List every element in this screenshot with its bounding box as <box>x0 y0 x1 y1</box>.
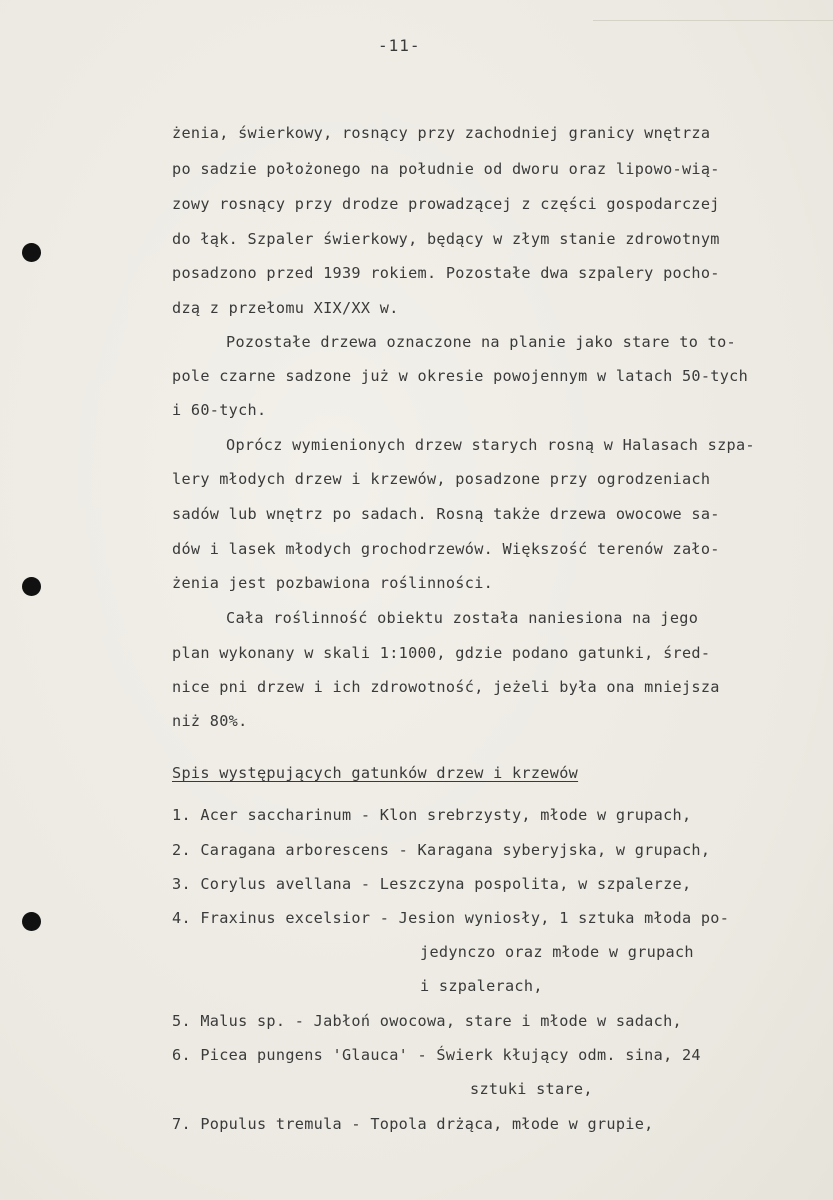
paragraph-3-line: żenia jest pozbawiona roślinności. <box>172 574 494 592</box>
species-list-item: 6. Picea pungens 'Glauca' - Świerk kłujący odm. sina, 24 <box>172 1046 701 1064</box>
paragraph-1-line: po sadzie położonego na południe od dworu oraz lipowo-wią- <box>172 160 720 178</box>
species-list-item-continuation: sztuki stare, <box>470 1080 593 1098</box>
paragraph-1-line: do łąk. Szpaler świerkowy, będący w złym stanie zdrowotnym <box>172 230 720 248</box>
paragraph-4-line: niż 80%. <box>172 712 248 730</box>
species-list-item: 1. Acer saccharinum - Klon srebrzysty, młode w grupach, <box>172 806 692 824</box>
paragraph-3-line: sadów lub wnętrz po sadach. Rosną także drzewa owocowe sa- <box>172 505 720 523</box>
species-list-item-continuation: jedynczo oraz młode w grupach <box>420 943 694 961</box>
paragraph-1-line: zowy rosnący przy drodze prowadzącej z części gospodarczej <box>172 195 720 213</box>
paragraph-2-line: pole czarne sadzone już w okresie powojennym w latach 50-tych <box>172 367 749 385</box>
species-list-heading: Spis występujących gatunków drzew i krzewów <box>172 764 579 782</box>
species-list-item-continuation: i szpalerach, <box>420 977 543 995</box>
paragraph-4-line: Cała roślinność obiektu została naniesiona na jego <box>226 609 699 627</box>
paragraph-1-line: żenia, świerkowy, rosnący przy zachodniej granicy wnętrza <box>172 124 711 142</box>
paragraph-3-line: lery młodych drzew i krzewów, posadzone przy ogrodzeniach <box>172 470 711 488</box>
punch-hole-icon <box>22 243 41 262</box>
species-list-item: 3. Corylus avellana - Leszczyna pospolita, w szpalerze, <box>172 875 692 893</box>
species-list-item: 2. Caragana arborescens - Karagana syberyjska, w grupach, <box>172 841 711 859</box>
page-number: -11- <box>378 36 421 55</box>
punch-hole-icon <box>22 577 41 596</box>
paragraph-2-line: Pozostałe drzewa oznaczone na planie jako stare to to- <box>226 333 736 351</box>
paragraph-1-line: posadzono przed 1939 rokiem. Pozostałe dwa szpalery pocho- <box>172 264 720 282</box>
paragraph-2-line: i 60-tych. <box>172 401 267 419</box>
paragraph-3-line: dów i lasek młodych grochodrzewów. Większość terenów zało- <box>172 540 720 558</box>
paragraph-4-line: nice pni drzew i ich zdrowotność, jeżeli była ona mniejsza <box>172 678 720 696</box>
paragraph-3-line: Oprócz wymienionych drzew starych rosną w Halasach szpa- <box>226 436 755 454</box>
species-list-item: 5. Malus sp. - Jabłoń owocowa, stare i młode w sadach, <box>172 1012 682 1030</box>
species-list-item: 7. Populus tremula - Topola drżąca, młode w grupie, <box>172 1115 654 1133</box>
paragraph-4-line: plan wykonany w skali 1:1000, gdzie podano gatunki, śred- <box>172 644 711 662</box>
species-list-item: 4. Fraxinus excelsior - Jesion wyniosły, 1 sztuka młoda po- <box>172 909 730 927</box>
page-fold-edge <box>593 0 833 21</box>
paragraph-1-line: dzą z przełomu XIX/XX w. <box>172 299 399 317</box>
punch-hole-icon <box>22 912 41 931</box>
